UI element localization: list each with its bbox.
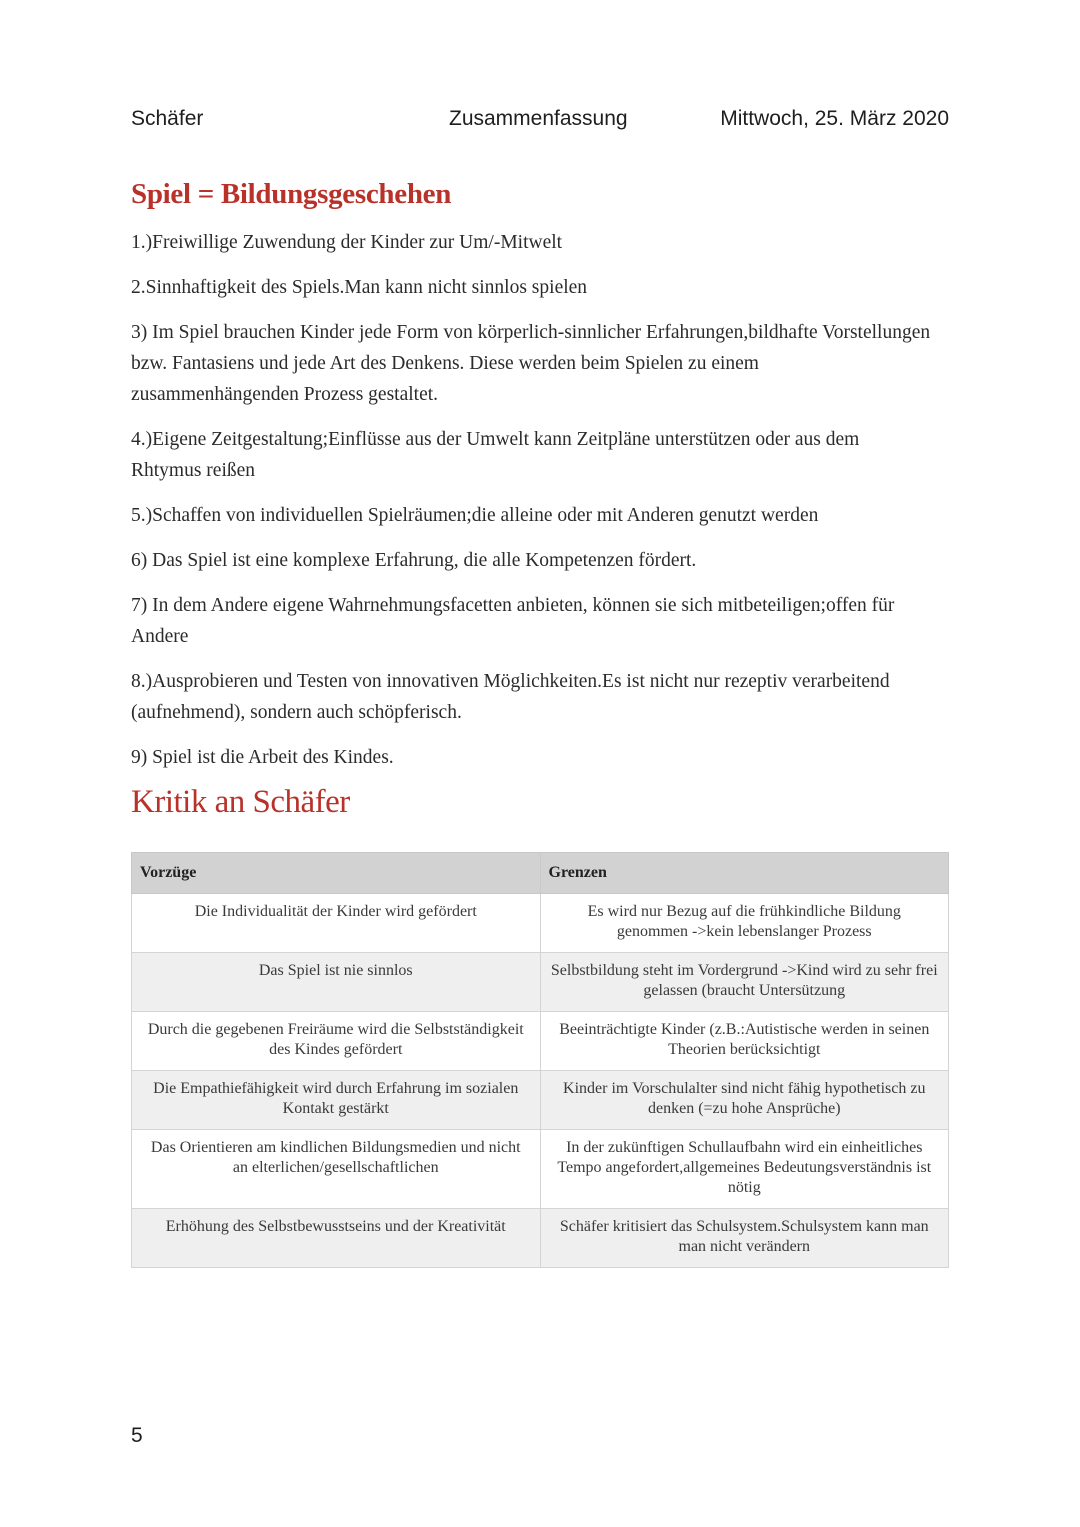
table-row (132, 1209, 949, 1268)
table-row (132, 1071, 949, 1130)
table-cell: In der zukünftigen Schullaufbahn wird ein einheitliches Tempo angefordert,allgemeines Bedeutungsverständnis ist nötig (540, 1130, 948, 1209)
list-item: 7) In dem Andere eigene Wahrnehmungsfacetten anbieten, können sie sich mitbeteiligen;offen für Andere (131, 595, 895, 647)
section1-heading: Spiel = Bildungsgeschehen (131, 178, 452, 210)
header-date: Mittwoch, 25. März 2020 (720, 107, 949, 130)
table-cell: Es wird nur Bezug auf die frühkindliche Bildung genommen ->kein lebenslanger Prozess (540, 894, 948, 953)
list-item: 6) Das Spiel ist eine komplexe Erfahrung, die alle Kompetenzen fördert. (131, 550, 697, 571)
list-item: 2.Sinnhaftigkeit des Spiels.Man kann nicht sinnlos spielen (131, 277, 588, 298)
table-cell: Erhöhung des Selbstbewusstseins und der Kreativität (132, 1209, 541, 1268)
list-item: 3) Im Spiel brauchen Kinder jede Form von körperlich-sinnlicher Erfahrungen,bildhafte Vorstellungen bzw. Fantasiens und jede Art des Denkens. Diese werden beim Spielen zu einem zusammenhängenden Prozess gestaltet. (131, 322, 931, 405)
list-item: 8.)Ausprobieren und Testen von innovativen Möglichkeiten.Es ist nicht nur rezeptiv verarbeitend (aufnehmend), sondern auch schöpferisch. (131, 671, 890, 723)
table-header-row (132, 853, 949, 894)
section2-heading: Kritik an Schäfer (131, 784, 350, 820)
table-cell: Durch die gegebenen Freiräume wird die Selbstständigkeit des Kindes gefördert (132, 1012, 541, 1071)
critique-table (131, 852, 949, 1268)
table-cell: Die Empathiefähigkeit wird durch Erfahrung im sozialen Kontakt gestärkt (132, 1071, 541, 1130)
header-title: Zusammenfassung (449, 107, 628, 130)
table-cell: Das Spiel ist nie sinnlos (132, 953, 541, 1012)
list-item: 4.)Eigene Zeitgestaltung;Einflüsse aus der Umwelt kann Zeitpläne unterstützen oder aus dem Rhtymus reißen (131, 429, 860, 481)
table-row (132, 1012, 949, 1071)
page-number: 5 (131, 1424, 143, 1447)
header-author: Schäfer (131, 107, 204, 130)
list-item: 1.)Freiwillige Zuwendung der Kinder zur Um/-Mitwelt (131, 232, 563, 253)
page-header (131, 107, 949, 137)
list-item: 5.)Schaffen von individuellen Spielräumen;die alleine oder mit Anderen genutzt werden (131, 505, 819, 526)
table-cell: Selbstbildung steht im Vordergrund ->Kind wird zu sehr frei gelassen (braucht Untersützung (540, 953, 948, 1012)
table-cell: Das Orientieren am kindlichen Bildungsmedien und nicht an elterlichen/gesellschaftlichen (132, 1130, 541, 1209)
table-row (132, 894, 949, 953)
table-row (132, 953, 949, 1012)
table-cell: Beeinträchtigte Kinder (z.B.:Autistische werden in seinen Theorien berücksichtigt (540, 1012, 948, 1071)
table-cell: Schäfer kritisiert das Schulsystem.Schulsystem kann man man nicht verändern (540, 1209, 948, 1268)
column-header-limits: Grenzen (540, 853, 948, 894)
section1-list (131, 227, 931, 787)
table-row (132, 1130, 949, 1209)
column-header-pros: Vorzüge (132, 853, 541, 894)
table-cell: Die Individualität der Kinder wird gefördert (132, 894, 541, 953)
list-item: 9) Spiel ist die Arbeit des Kindes. (131, 747, 394, 768)
table-cell: Kinder im Vorschulalter sind nicht fähig hypothetisch zu denken (=zu hohe Ansprüche) (540, 1071, 948, 1130)
